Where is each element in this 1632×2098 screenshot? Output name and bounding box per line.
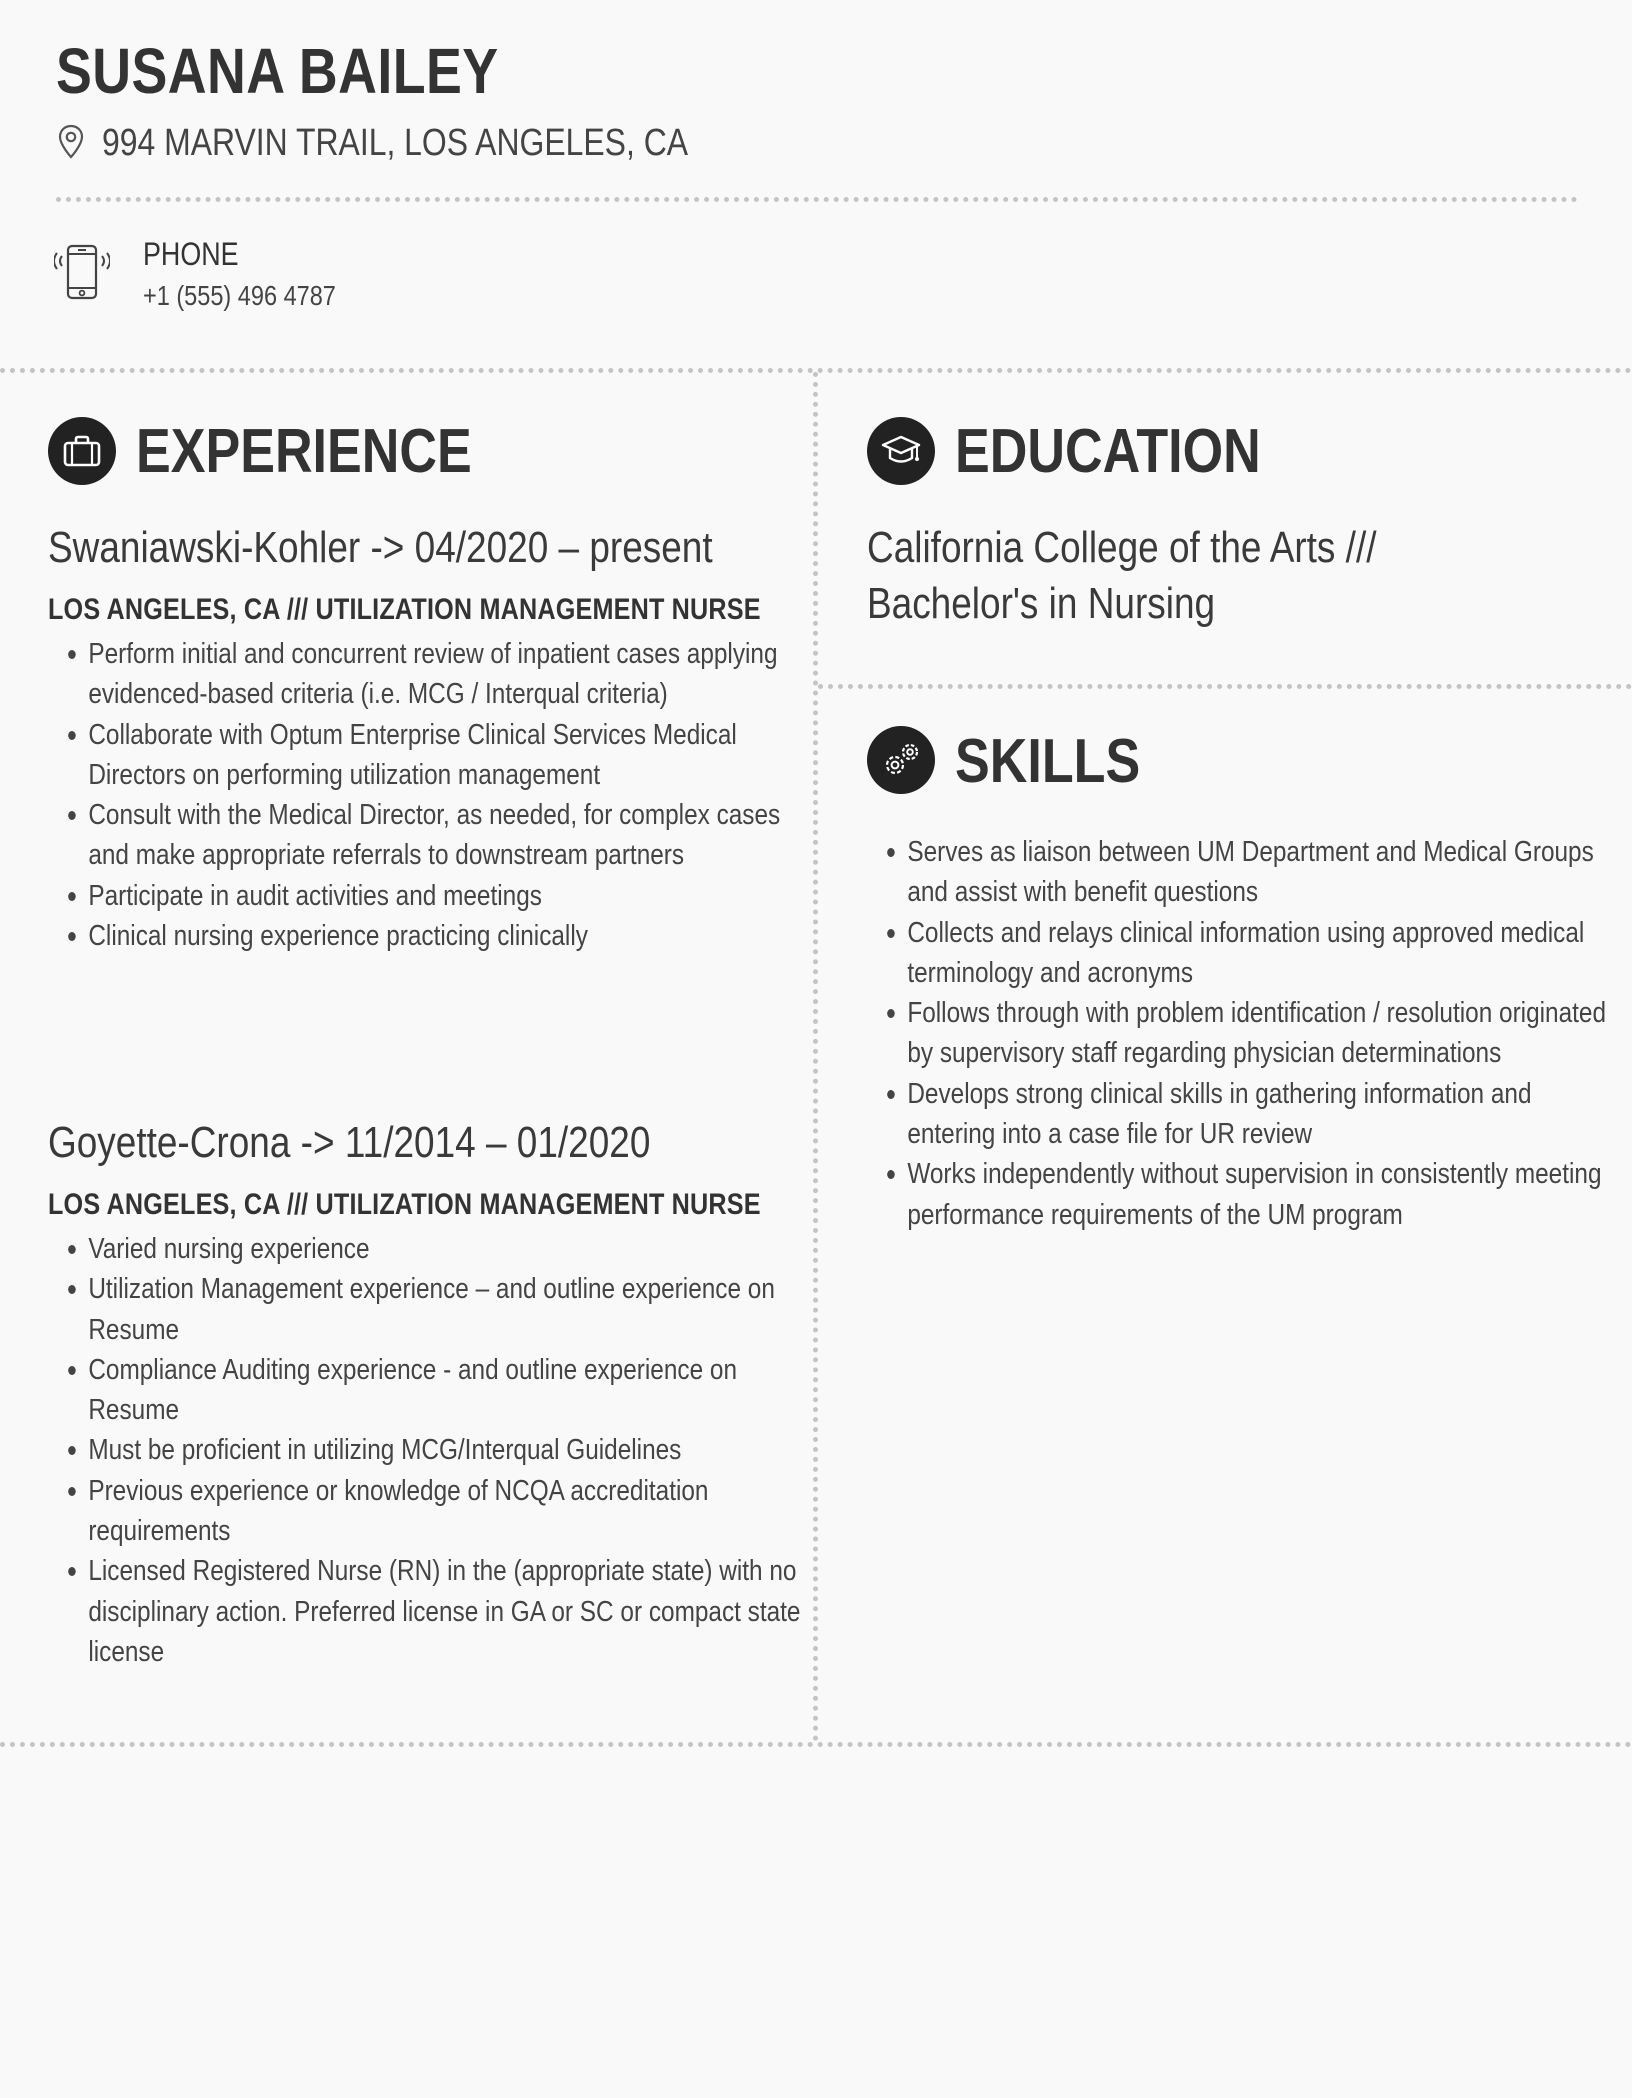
list-item: Consult with the Medical Director, as needed, for complex cases and make appropriate referrals to downstream partners bbox=[88, 795, 820, 876]
graduation-cap-icon bbox=[881, 433, 921, 469]
skills-list-wrap bbox=[867, 832, 1607, 1235]
list-item: Follows through with problem identification / resolution originated by supervisory staff regarding physician determinations bbox=[907, 993, 1623, 1074]
list-item: Licensed Registered Nurse (RN) in the (appropriate state) with no disciplinary action. Preferred license in GA or SC or compact state license bbox=[88, 1551, 820, 1672]
list-item: Must be proficient in utilizing MCG/Interqual Guidelines bbox=[88, 1430, 820, 1470]
experience-section-icon bbox=[48, 417, 116, 485]
candidate-name: SUSANA BAILEY bbox=[56, 35, 499, 107]
list-item: Previous experience or knowledge of NCQA accreditation requirements bbox=[88, 1471, 820, 1552]
list-item: Works independently without supervision in consistently meeting performance requirements of the UM program bbox=[907, 1154, 1623, 1235]
education-divider bbox=[818, 684, 1632, 689]
education-text: California College of the Arts /// Bachelor's in Nursing bbox=[867, 523, 1377, 628]
list-item: Serves as liaison between UM Department and Medical Groups and assist with benefit questions bbox=[907, 832, 1623, 913]
address: 994 MARVIN TRAIL, LOS ANGELES, CA bbox=[102, 122, 689, 164]
bottom-divider bbox=[0, 1742, 1632, 1747]
list-item: Collaborate with Optum Enterprise Clinical Services Medical Directors on performing utilization management bbox=[88, 715, 820, 796]
phone-label: PHONE bbox=[143, 236, 239, 272]
phone-value: +1 (555) 496 4787 bbox=[143, 280, 336, 311]
list-item: Perform initial and concurrent review of inpatient cases applying evidenced-based criteria (i.e. MCG / Interqual criteria) bbox=[88, 634, 820, 715]
list-item: Develops strong clinical skills in gathering information and entering into a case file for UR review bbox=[907, 1074, 1623, 1155]
location-pin-icon bbox=[58, 124, 84, 160]
phone-icon bbox=[54, 244, 110, 300]
job-bullet-list bbox=[48, 634, 820, 956]
skills-title: SKILLS bbox=[955, 727, 1141, 796]
job-subheading: LOS ANGELES, CA /// UTILIZATION MANAGEMENT NURSE bbox=[48, 593, 761, 626]
list-item: Utilization Management experience – and outline experience on Resume bbox=[88, 1269, 820, 1350]
education-title: EDUCATION bbox=[955, 417, 1261, 486]
skills-section-icon bbox=[867, 726, 935, 794]
education-section-icon bbox=[867, 417, 935, 485]
job-heading: Swaniawski-Kohler -> 04/2020 – present bbox=[48, 523, 713, 572]
list-item: Collects and relays clinical information using approved medical terminology and acronyms bbox=[907, 913, 1623, 994]
skills-bullet-list bbox=[867, 832, 1623, 1235]
header-divider bbox=[56, 197, 1578, 202]
job-subheading: LOS ANGELES, CA /// UTILIZATION MANAGEMENT NURSE bbox=[48, 1188, 761, 1221]
list-item: Varied nursing experience bbox=[88, 1229, 820, 1269]
list-item: Participate in audit activities and meetings bbox=[88, 876, 820, 916]
briefcase-icon bbox=[63, 435, 101, 467]
list-item: Clinical nursing experience practicing clinically bbox=[88, 916, 820, 956]
experience-job bbox=[48, 520, 780, 956]
experience-job bbox=[48, 1115, 801, 1672]
job-bullet-list bbox=[48, 1229, 820, 1672]
experience-title: EXPERIENCE bbox=[136, 417, 472, 486]
job-heading: Goyette-Crona -> 11/2014 – 01/2020 bbox=[48, 1118, 651, 1167]
gears-icon bbox=[880, 740, 922, 780]
list-item: Compliance Auditing experience - and outline experience on Resume bbox=[88, 1350, 820, 1431]
